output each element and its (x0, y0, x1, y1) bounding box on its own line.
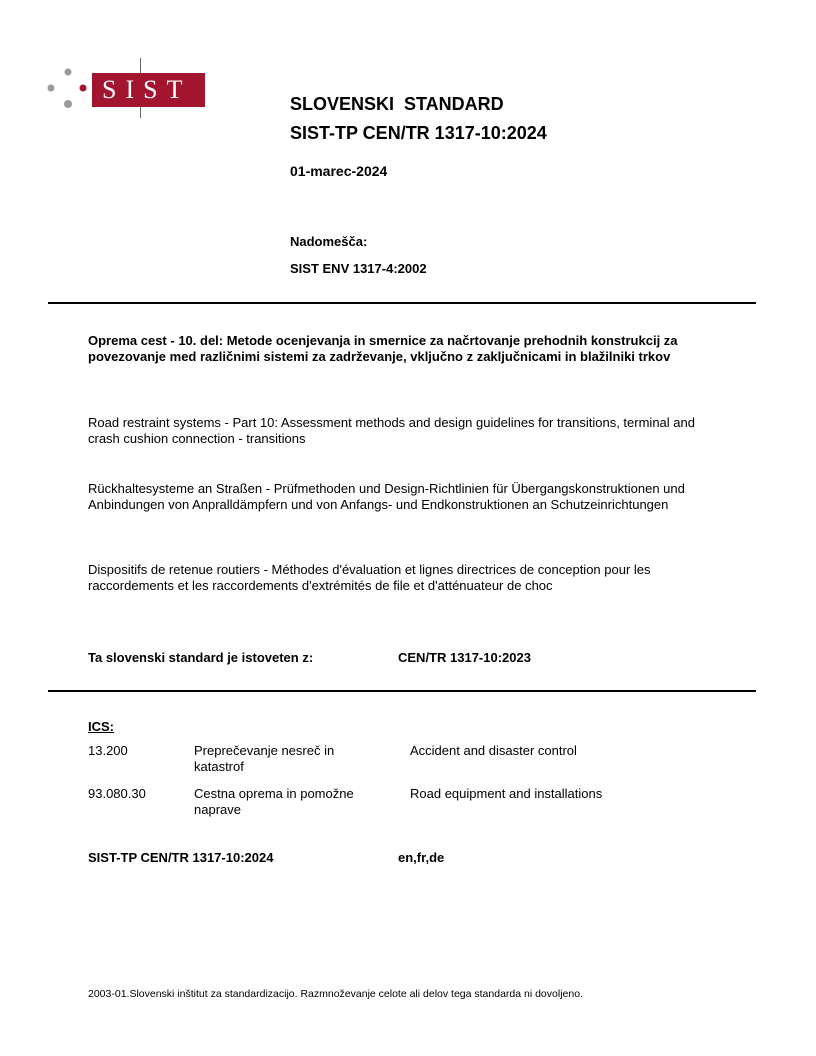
replaces-label: Nadomešča: (290, 234, 368, 249)
copyright-notice: 2003-01.Slovenski inštitut za standardizacijo. Razmnoževanje celote ali delov tega standarda ni dovoljeno. (88, 988, 583, 1000)
title-slovenian: Oprema cest - 10. del: Metode ocenjevanja in smernice za načrtovanje prehodnih konstrukcij za povezovanje med različnimi sistemi za zadrževanje, vključno z zaključnicami in blažilniki trkov (88, 333, 678, 364)
identity-value: CEN/TR 1317-10:2023 (398, 650, 531, 665)
replaces-value: SIST ENV 1317-4:2002 (290, 261, 427, 276)
title-french: Dispositifs de retenue routiers - Méthodes d'évaluation et lignes directrices de conception pour les raccordements et les raccordements d'extrémités de file et d'atténuateur de choc (88, 562, 651, 593)
ics-description-sl: Cestna oprema in pomožne naprave (194, 786, 354, 817)
publication-date: 01-marec-2024 (290, 163, 388, 179)
divider-bottom (48, 690, 756, 692)
standard-code: SIST-TP CEN/TR 1317-10:2024 (290, 123, 547, 143)
sist-logo-dots (46, 66, 92, 112)
ics-code: 13.200 (88, 743, 128, 758)
standard-type: SLOVENSKI STANDARD (290, 94, 504, 114)
ics-label: ICS: (88, 719, 114, 734)
ics-row (88, 743, 728, 777)
footer-languages: en,fr,de (398, 850, 445, 865)
title-english: Road restraint systems - Part 10: Assessment methods and design guidelines for transitions, terminal and crash cushion connection - transitions (88, 415, 695, 446)
ics-row (88, 786, 728, 820)
divider-top (48, 302, 756, 304)
ics-description-en: Accident and disaster control (410, 743, 577, 758)
ics-description-en: Road equipment and installations (410, 786, 603, 801)
title-german: Rückhaltesysteme an Straßen - Prüfmethoden und Design-Richtlinien für Übergangskonstruktionen und Anbindungen von Anpralldämpfern und von Anfangs- und Endkonstruktionen an Schutzeinrichtungen (88, 481, 685, 512)
sist-logo: SIST (92, 73, 205, 107)
ics-code: 93.080.30 (88, 786, 146, 801)
footer-standard-code: SIST-TP CEN/TR 1317-10:2024 (88, 850, 274, 865)
ics-description-sl: Preprečevanje nesreč in katastrof (194, 743, 335, 774)
identity-label: Ta slovenski standard je istoveten z: (88, 650, 314, 665)
